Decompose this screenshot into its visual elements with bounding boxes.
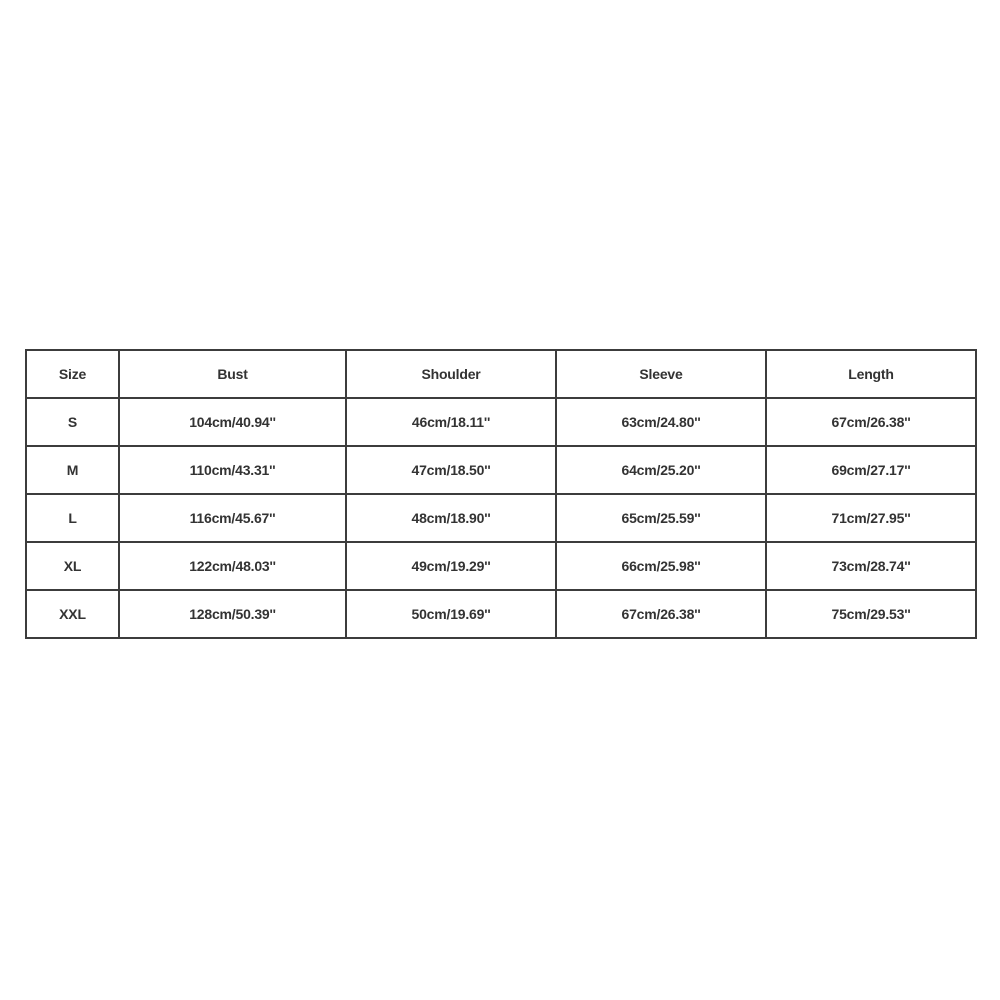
table-row: [26, 398, 976, 446]
header-shoulder: Shoulder: [346, 350, 556, 398]
size-cell: S: [26, 398, 119, 446]
length-cell: 73cm/28.74'': [766, 542, 976, 590]
sleeve-cell: 63cm/24.80'': [556, 398, 766, 446]
table-row: [26, 494, 976, 542]
header-length: Length: [766, 350, 976, 398]
shoulder-cell: 48cm/18.90'': [346, 494, 556, 542]
header-sleeve: Sleeve: [556, 350, 766, 398]
length-cell: 71cm/27.95'': [766, 494, 976, 542]
length-cell: 67cm/26.38'': [766, 398, 976, 446]
sleeve-cell: 65cm/25.59'': [556, 494, 766, 542]
bust-cell: 122cm/48.03'': [119, 542, 346, 590]
bust-cell: 116cm/45.67'': [119, 494, 346, 542]
size-cell: XL: [26, 542, 119, 590]
sleeve-cell: 64cm/25.20'': [556, 446, 766, 494]
size-chart-table: [25, 349, 977, 639]
sleeve-cell: 67cm/26.38'': [556, 590, 766, 638]
size-cell: XXL: [26, 590, 119, 638]
header-bust: Bust: [119, 350, 346, 398]
length-cell: 75cm/29.53'': [766, 590, 976, 638]
table-header-row: [26, 350, 976, 398]
header-size: Size: [26, 350, 119, 398]
bust-cell: 128cm/50.39'': [119, 590, 346, 638]
size-cell: M: [26, 446, 119, 494]
table-row: [26, 446, 976, 494]
shoulder-cell: 47cm/18.50'': [346, 446, 556, 494]
table-row: [26, 542, 976, 590]
length-cell: 69cm/27.17'': [766, 446, 976, 494]
size-cell: L: [26, 494, 119, 542]
bust-cell: 110cm/43.31'': [119, 446, 346, 494]
bust-cell: 104cm/40.94'': [119, 398, 346, 446]
shoulder-cell: 49cm/19.29'': [346, 542, 556, 590]
table-row: [26, 590, 976, 638]
shoulder-cell: 46cm/18.11'': [346, 398, 556, 446]
shoulder-cell: 50cm/19.69'': [346, 590, 556, 638]
sleeve-cell: 66cm/25.98'': [556, 542, 766, 590]
